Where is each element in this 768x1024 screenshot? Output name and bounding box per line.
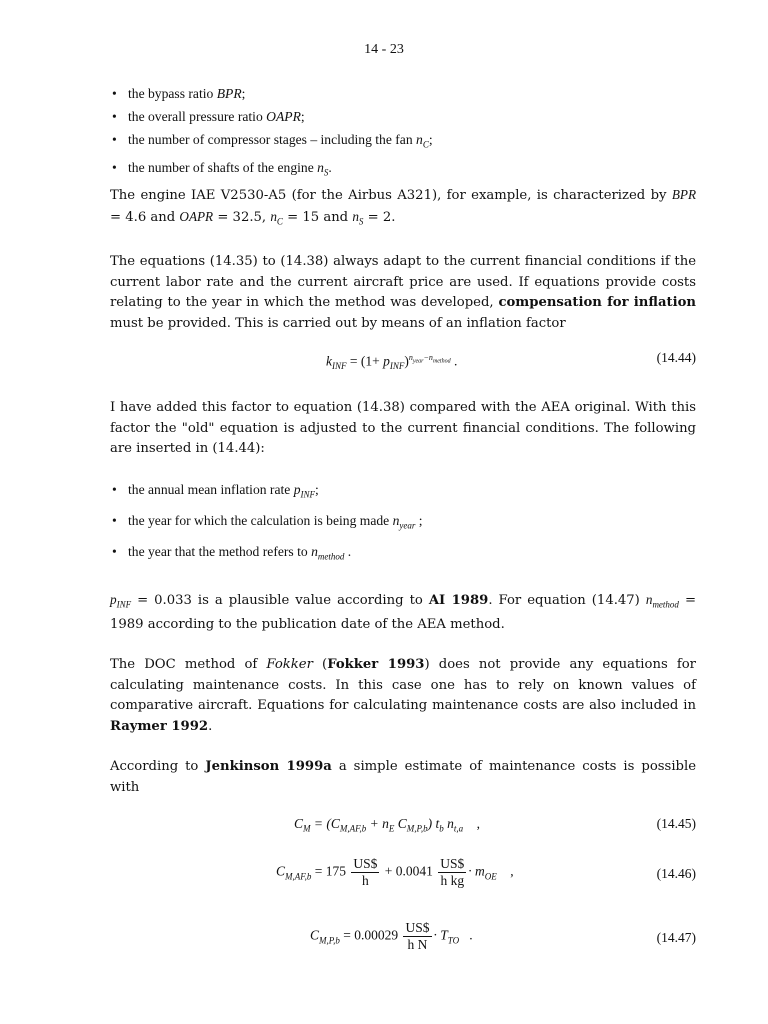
fokker-paragraph: The DOC method of Fokker (Fokker 1993) does not provide any equations for calculating maintenance costs. In this case one has to rely on known values of comparative aircraft. Equations for calculating maintenance costs are also included in Raymer 1992.: [110, 657, 696, 734]
page-number: 14 - 23: [364, 42, 404, 57]
equation-number: (14.45): [656, 816, 696, 832]
list-item: • the annual mean inflation rate $p_{INF}$;: [110, 480, 696, 505]
inflation-rate-paragraph: $p_{INF} = 0.033$ is a plausible value according to AI 1989. For equation (14.47) $n_{method} = 1989$ according to the publication date of the AEA method.: [110, 591, 696, 632]
engine-example-paragraph: The engine IAE V2530-A5 (for the Airbus A321), for example, is characterized by BPR = 4.6 and OAPR = 32.5, $n_C = 15$ and $n_S = 2$.: [110, 187, 696, 227]
equation-number: (14.44): [656, 350, 696, 366]
page-content: [110, 84, 696, 966]
list-item: • the bypass ratio BPR;: [110, 84, 696, 105]
equation-14-46: $C_{M,AF,b} = 175$ $\frac{US\$}{h}$ + 0.0041 $\frac{US\$}{\text{h kg}}$ · $m_{OE}$ , (14.46): [276, 856, 696, 889]
list-item: • the year that the method refers to $n_{method}$ .: [110, 542, 696, 567]
list-item: • the overall pressure ratio OAPR;: [110, 107, 696, 128]
list-item: • the number of compressor stages – including the fan $n_C$;: [110, 130, 696, 155]
factor-paragraph: I have added this factor to equation (14.38) compared with the AEA original. With this factor the "old" equation is adjusted to the current financial conditions. The following are inserted in (14.44):: [110, 400, 696, 457]
list-item: • the number of shafts of the engine $n_S$.: [110, 158, 696, 183]
equation-14-44: $k_{INF} = (1+ p_{INF})^{n_{year}-n_{method}}$ . (14.44): [326, 350, 696, 372]
jenkinson-paragraph: According to Jenkinson 1999a a simple estimate of maintenance costs is possible with: [110, 759, 696, 795]
equation-14-47: $C_{M,P,b} = 0.00029$ $\frac{US\$}{\text{h N}}$ · $T_{TO}$ . (14.47): [310, 920, 696, 953]
equation-number: (14.47): [656, 930, 696, 946]
inserted-terms-list: [110, 480, 696, 568]
equation-number: (14.46): [656, 866, 696, 882]
engine-parameter-list: [110, 84, 696, 183]
equation-14-45: $C_M = (C_{M,AF,b} + n_E$ $C_{M,P,b}$) $t_b$ $n_{t,a}$ , (14.45): [294, 816, 696, 835]
list-item: • the year for which the calculation is being made $n_{year}$ ;: [110, 511, 696, 536]
inflation-paragraph: The equations (14.35) to (14.38) always adapt to the current financial conditions if the current labor rate and the current aircraft price are used. If equations provide costs relating to the year in which the method was developed, compensation for inflation must be provided. This is carried out by means of an inflation factor: [110, 254, 697, 331]
